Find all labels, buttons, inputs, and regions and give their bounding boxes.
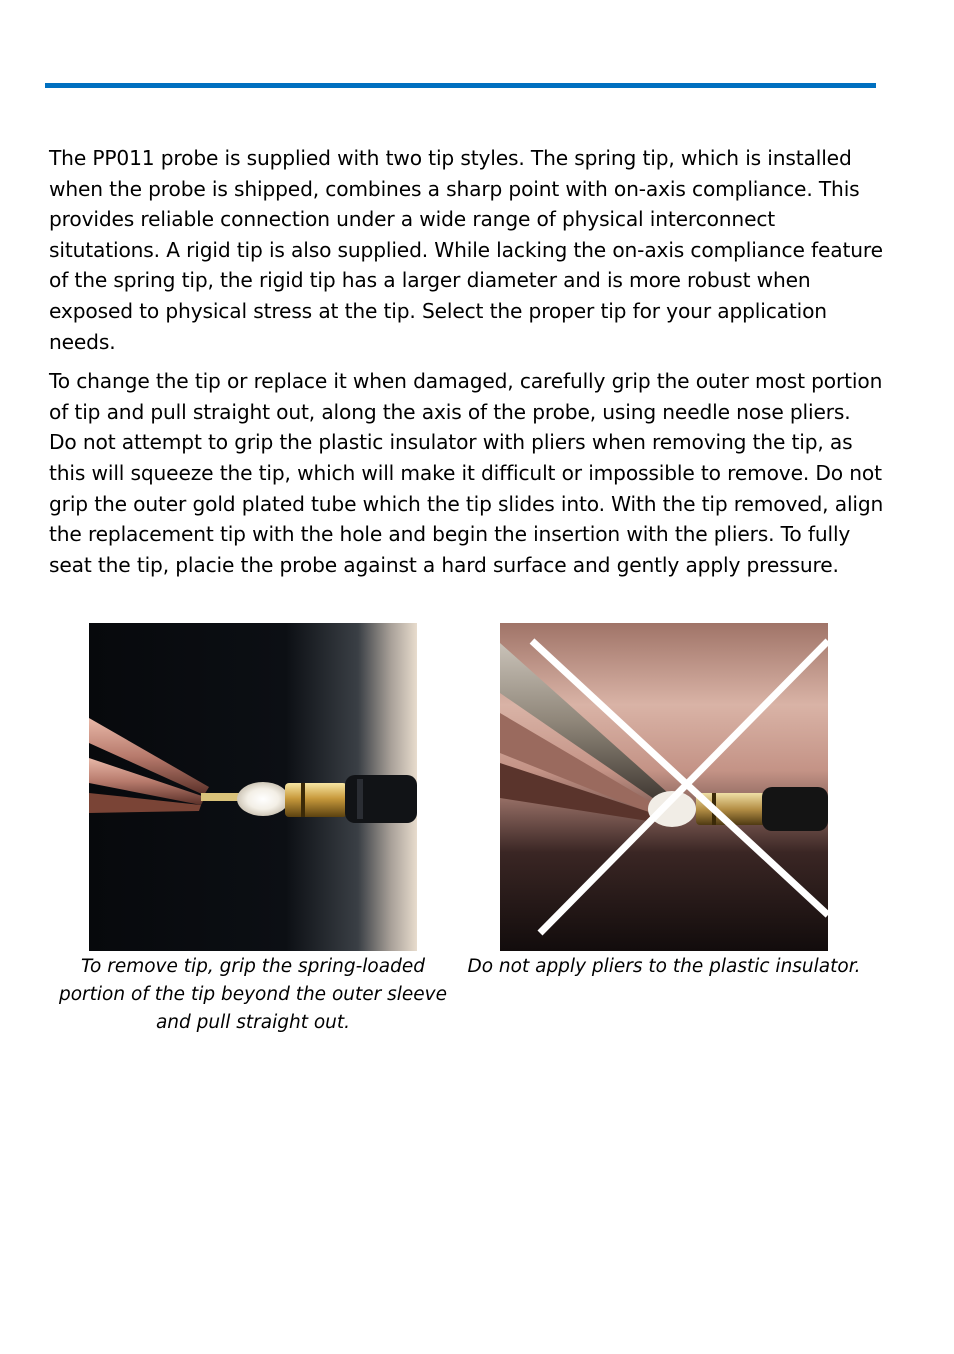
paragraph-change-tip: To change the tip or replace it when damaged, carefully grip the outer most portion of tip and pull straight out, along the axis of the probe, using needle nose pliers. Do not attempt to grip the plastic insulator with pliers when removing the tip, as this will squeeze the tip, which will make it difficult or impossible to remove. Do not grip the outer gold plated tube which the tip slides into. With the tip removed, align the replacement tip with the hole and begin the insertion with the pliers. To fully seat the tip, placie the probe against a hard surface and gently apply pressure. [49, 369, 884, 577]
caption-correct-grip: To remove tip, grip the spring-loaded portion of the tip beyond the outer sleeve and pull straight out. [59, 956, 447, 1033]
photo-incorrect-grip [500, 623, 828, 951]
body-text [49, 143, 884, 589]
caption-incorrect-grip: Do not apply pliers to the plastic insulator. [467, 956, 861, 977]
paragraph-tip-styles: The PP011 probe is supplied with two tip styles. The spring tip, which is installed when the probe is shipped, combines a sharp point with on-axis compliance. This provides reliable connection under a wide range of physical interconnect situtations. A rigid tip is also supplied. While lacking the on-axis compliance feature of the spring tip, the rigid tip has a larger diameter and is more robust when exposed to physical stress at the tip. Select the proper tip for your application needs. [49, 146, 883, 354]
probe-insulator-pliers-image [500, 623, 828, 951]
header-rule [45, 83, 876, 88]
probe-tip-pliers-image [89, 623, 417, 951]
photo-correct-grip [89, 623, 417, 951]
